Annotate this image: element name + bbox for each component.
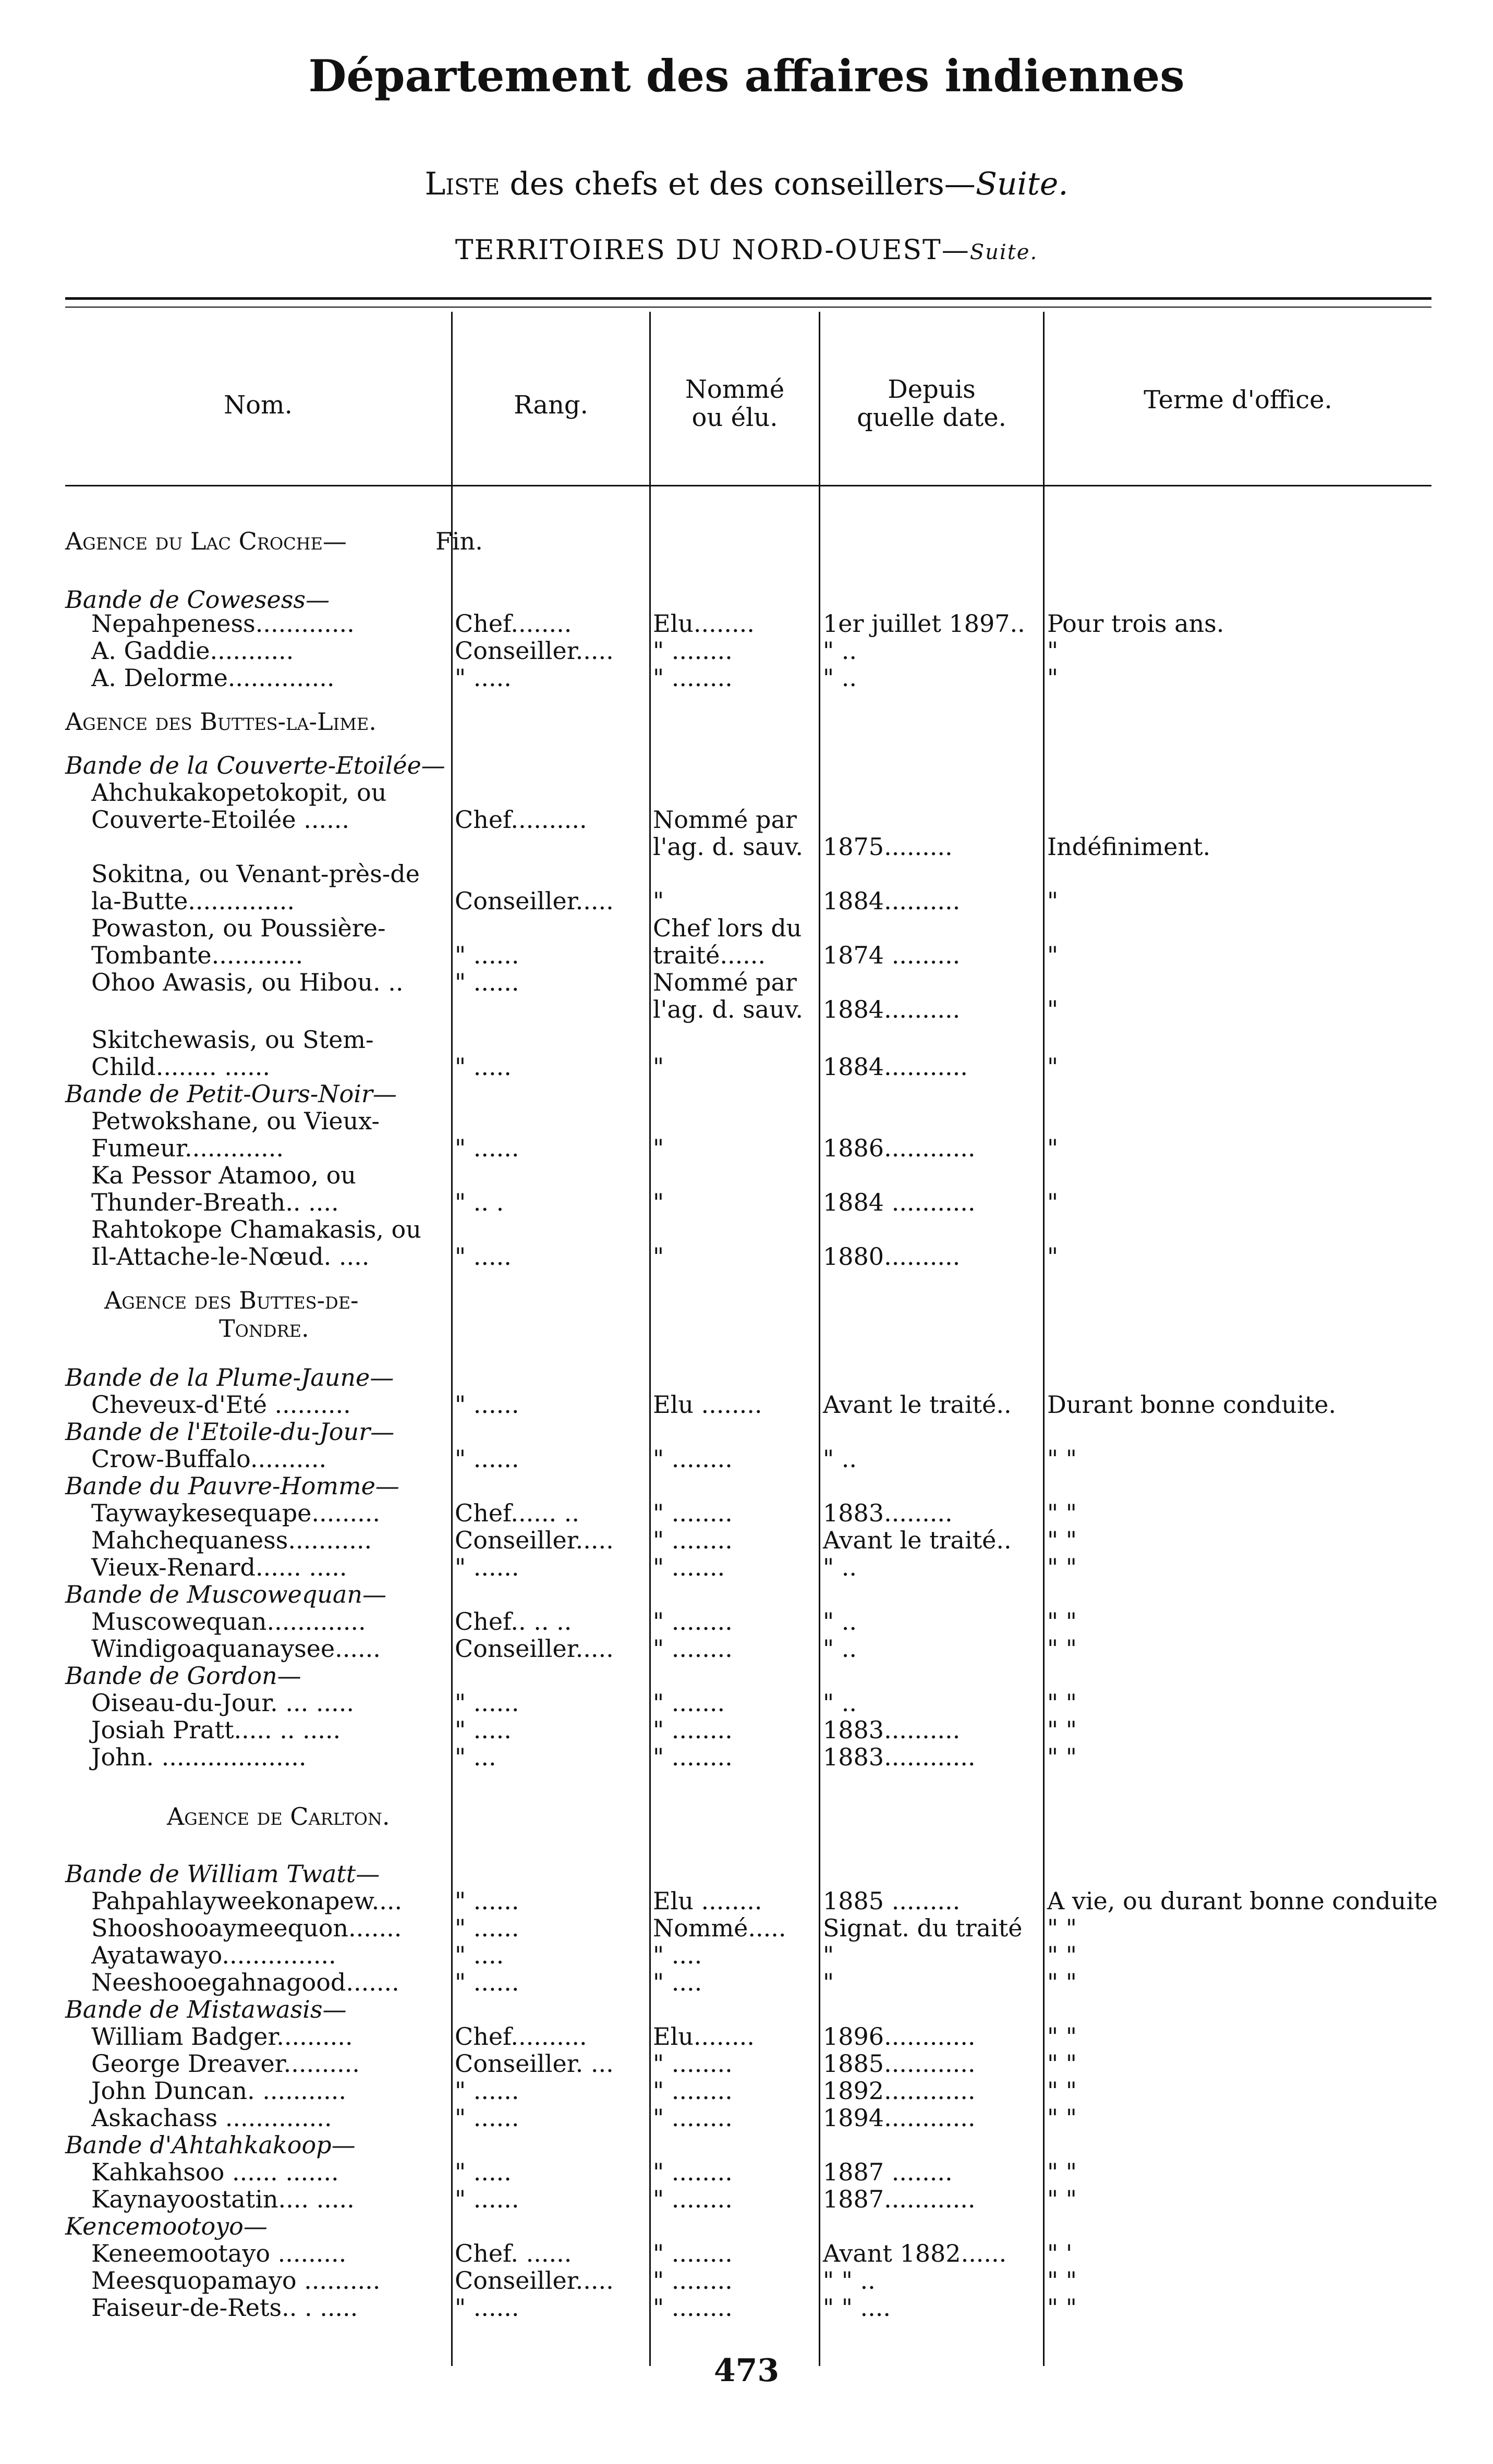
appointed-cell: " ....... bbox=[653, 1689, 725, 1717]
since-date-cell: Avant le traité.. bbox=[823, 1390, 1012, 1419]
name-cell: Shooshooaymeequon....... bbox=[91, 1914, 402, 1942]
table-row bbox=[0, 1052, 1493, 1081]
band-heading: Bande de Mistawasis— bbox=[65, 1995, 347, 2023]
name-cell: George Dreaver.......... bbox=[91, 2050, 360, 2078]
table-row bbox=[0, 832, 1493, 861]
table-row bbox=[0, 1242, 1493, 1271]
term-cell: Durant bonne conduite. bbox=[1047, 1390, 1337, 1419]
since-date-cell: 1883......... bbox=[823, 1499, 953, 1527]
subtitle-main: des chefs et des conseillers— bbox=[500, 166, 976, 202]
term-cell: " " bbox=[1047, 1689, 1077, 1717]
table-row bbox=[0, 707, 1493, 736]
table-row bbox=[0, 778, 1493, 807]
since-date-cell: " bbox=[823, 1941, 834, 1969]
term-cell: " bbox=[1047, 1188, 1059, 1216]
name-cell: Vieux-Renard...... ..... bbox=[91, 1553, 347, 1581]
appointed-cell: " ........ bbox=[653, 1634, 733, 1663]
appointed-cell: " ........ bbox=[653, 637, 733, 665]
top-rule-thin bbox=[65, 307, 1431, 308]
term-cell: " " bbox=[1047, 1526, 1077, 1554]
section-italic: Suite. bbox=[969, 240, 1038, 264]
table-row bbox=[0, 1526, 1493, 1555]
since-date-cell: 1894............ bbox=[823, 2104, 976, 2132]
rank-cell: " ...... bbox=[455, 1553, 519, 1581]
appointed-cell: Nommé par bbox=[653, 968, 797, 996]
table-row bbox=[0, 805, 1493, 834]
agency-heading: Tondre. bbox=[219, 1314, 309, 1343]
subtitle-italic: Suite. bbox=[975, 166, 1069, 202]
subtitle-smallcaps: Liste bbox=[424, 166, 500, 202]
table-row bbox=[0, 1859, 1493, 1888]
name-cell: Ohoo Awasis, ou Hibou. .. bbox=[91, 968, 404, 996]
name-cell: Fumeur............. bbox=[91, 1134, 284, 1162]
term-cell: " bbox=[1047, 995, 1059, 1023]
since-date-cell: 1884 ........... bbox=[823, 1188, 976, 1216]
term-cell: " bbox=[1047, 1242, 1059, 1271]
appointed-cell: traité...... bbox=[653, 941, 766, 969]
appointed-cell: " ........ bbox=[653, 2266, 733, 2295]
term-cell: " " bbox=[1047, 2158, 1077, 2186]
term-cell: " " bbox=[1047, 1634, 1077, 1663]
table-row bbox=[0, 968, 1493, 997]
term-cell: " " bbox=[1047, 2077, 1077, 2105]
name-cell: Ka Pessor Atamoo, ou bbox=[91, 1161, 356, 1189]
header-nom: Nom. bbox=[224, 391, 293, 420]
section-heading bbox=[0, 235, 1493, 266]
appointed-cell: " ........ bbox=[653, 1445, 733, 1473]
table-row bbox=[0, 2266, 1493, 2295]
header-rang: Rang. bbox=[514, 391, 588, 420]
table-row bbox=[0, 1498, 1493, 1528]
table-row bbox=[0, 1363, 1493, 1392]
appointed-cell: " ........ bbox=[653, 2158, 733, 2186]
rank-cell: " ...... bbox=[455, 1887, 519, 1915]
rank-cell: Conseiller. ... bbox=[455, 2050, 614, 2078]
rank-cell: Chef.......... bbox=[455, 806, 587, 834]
rank-cell: Chef.......... bbox=[455, 2022, 587, 2051]
name-cell: Askachass .............. bbox=[91, 2104, 332, 2132]
header-nomme bbox=[651, 375, 819, 432]
name-cell: Rahtokope Chamakasis, ou bbox=[91, 1215, 421, 1243]
list-subtitle bbox=[0, 166, 1493, 202]
appointed-cell: Nommé par bbox=[653, 806, 797, 834]
term-cell: " " bbox=[1047, 2022, 1077, 2051]
name-cell: Ahchukakopetokopit, ou bbox=[91, 778, 387, 807]
name-cell: Petwokshane, ou Vieux- bbox=[91, 1107, 380, 1135]
term-cell: " " bbox=[1047, 2294, 1077, 2322]
appointed-cell: " ........ bbox=[653, 1499, 733, 1527]
term-cell: " " bbox=[1047, 1445, 1077, 1473]
appointed-cell: " ........ bbox=[653, 1526, 733, 1554]
since-date-cell: 1884.......... bbox=[823, 995, 961, 1023]
since-date-cell: " " .... bbox=[823, 2294, 891, 2322]
name-cell: Pahpahlayweekonapew.... bbox=[91, 1887, 403, 1915]
name-cell: Crow-Buffalo.......... bbox=[91, 1445, 327, 1473]
since-date-cell: 1887 ........ bbox=[823, 2158, 953, 2186]
name-cell: Nepahpeness............. bbox=[91, 609, 355, 638]
band-heading: Bande de Muscowequan— bbox=[65, 1580, 386, 1608]
rank-cell: " ...... bbox=[455, 941, 519, 969]
appointed-cell: " .... bbox=[653, 1968, 702, 1996]
since-date-cell: 1887............ bbox=[823, 2185, 976, 2213]
band-heading: Bande de l'Etoile-du-Jour— bbox=[65, 1418, 395, 1446]
band-heading: Kencemootoyo— bbox=[65, 2212, 268, 2240]
appointed-cell: " ........ bbox=[653, 1716, 733, 1744]
agency-heading: Agence des Buttes-de- bbox=[104, 1286, 359, 1314]
name-cell: Skitchewasis, ou Stem- bbox=[91, 1026, 374, 1054]
header-depuis-line1: Depuis bbox=[888, 375, 976, 404]
since-date-cell: 1892............ bbox=[823, 2077, 976, 2105]
name-cell: Il-Attache-le-Nœud. .... bbox=[91, 1242, 370, 1271]
section-main: TERRITOIRES DU NORD-OUEST— bbox=[455, 235, 970, 266]
term-cell: " bbox=[1047, 887, 1059, 915]
name-cell: John Duncan. ........... bbox=[91, 2077, 347, 2105]
table-row bbox=[0, 1886, 1493, 1916]
table-row bbox=[0, 2049, 1493, 2078]
since-date-cell: 1875......... bbox=[823, 833, 953, 861]
table-row bbox=[0, 1106, 1493, 1136]
term-cell: " " bbox=[1047, 1914, 1077, 1942]
since-date-cell: " .. bbox=[823, 1689, 857, 1717]
rank-cell: " ...... bbox=[455, 1445, 519, 1473]
appointed-cell: " ........ bbox=[653, 2104, 733, 2132]
table-row bbox=[0, 2239, 1493, 2268]
term-cell: " " bbox=[1047, 1499, 1077, 1527]
rank-cell: " ...... bbox=[455, 2077, 519, 2105]
name-cell: la-Butte.............. bbox=[91, 887, 295, 915]
table-row bbox=[0, 886, 1493, 916]
page-number: 473 bbox=[713, 2352, 780, 2389]
table-row bbox=[0, 1634, 1493, 1663]
rank-cell: " ...... bbox=[455, 1134, 519, 1162]
appointed-cell: " ........ bbox=[653, 1607, 733, 1636]
since-date-cell: 1er juillet 1897.. bbox=[823, 609, 1025, 638]
table-row bbox=[0, 1079, 1493, 1108]
agency-heading: Agence de Carlton. bbox=[167, 1802, 390, 1831]
table-row bbox=[0, 1314, 1493, 1343]
band-heading: Bande du Pauvre-Homme— bbox=[65, 1472, 399, 1500]
since-date-cell: Signat. du traité bbox=[823, 1914, 1023, 1942]
table-row bbox=[0, 1802, 1493, 1831]
appointed-cell: " ........ bbox=[653, 2050, 733, 2078]
header-nomme-line2: ou élu. bbox=[691, 403, 778, 432]
since-date-cell: Avant le traité.. bbox=[823, 1526, 1012, 1554]
term-cell: " bbox=[1047, 637, 1059, 665]
table-row bbox=[0, 1941, 1493, 1970]
since-date-cell: 1896............ bbox=[823, 2022, 976, 2051]
name-cell: Muscowequan............. bbox=[91, 1607, 366, 1636]
table-row bbox=[0, 1286, 1493, 1315]
name-cell: Neeshooegahnagood....... bbox=[91, 1968, 399, 1996]
since-date-cell: 1886............ bbox=[823, 1134, 976, 1162]
name-cell: A. Delorme.............. bbox=[91, 664, 335, 692]
table-row bbox=[0, 1607, 1493, 1636]
name-cell: Cheveux-d'Eté .......... bbox=[91, 1390, 351, 1419]
name-cell: Thunder-Breath.. .... bbox=[91, 1188, 339, 1216]
rank-cell: Conseiller..... bbox=[455, 1634, 614, 1663]
term-cell: Indéfiniment. bbox=[1047, 833, 1211, 861]
table-row bbox=[0, 2022, 1493, 2051]
rank-cell: Chef. ...... bbox=[455, 2239, 572, 2267]
table-row bbox=[0, 995, 1493, 1024]
name-cell: Kahkahsoo ...... ....... bbox=[91, 2158, 339, 2186]
page-title: Département des affaires indiennes bbox=[308, 50, 1185, 102]
appointed-cell: l'ag. d. sauv. bbox=[653, 995, 803, 1023]
agency-heading-suffix: Fin. bbox=[435, 527, 483, 555]
rank-cell: Chef...... .. bbox=[455, 1499, 580, 1527]
rank-cell: " ...... bbox=[455, 2185, 519, 2213]
term-cell: " bbox=[1047, 1053, 1059, 1081]
appointed-cell: Elu........ bbox=[653, 609, 755, 638]
table-row bbox=[0, 913, 1493, 943]
appointed-cell: Elu........ bbox=[653, 2022, 755, 2051]
name-cell: Sokitna, ou Venant-près-de bbox=[91, 860, 420, 888]
agency-heading: Agence des Buttes-la-Lime. bbox=[65, 708, 377, 736]
rank-cell: " .... bbox=[455, 1941, 504, 1969]
table-row bbox=[0, 1968, 1493, 1997]
table-row bbox=[0, 1133, 1493, 1163]
appointed-cell: " bbox=[653, 1188, 664, 1216]
table-row bbox=[0, 1025, 1493, 1054]
name-cell: Faiseur-de-Rets.. . ..... bbox=[91, 2294, 358, 2322]
name-cell: Ayatawayo............... bbox=[91, 1941, 336, 1969]
name-cell: John. ................... bbox=[91, 1743, 307, 1771]
table-row bbox=[0, 941, 1493, 970]
since-date-cell: 1885 ......... bbox=[823, 1887, 961, 1915]
since-date-cell: " .. bbox=[823, 1634, 857, 1663]
table-row bbox=[0, 1390, 1493, 1419]
term-cell: " " bbox=[1047, 1716, 1077, 1744]
rank-cell: " .. . bbox=[455, 1188, 504, 1216]
rank-cell: Conseiller..... bbox=[455, 637, 614, 665]
agency-heading: Agence du Lac Croche— bbox=[65, 527, 347, 555]
appointed-cell: Nommé..... bbox=[653, 1914, 786, 1942]
appointed-cell: " bbox=[653, 1134, 664, 1162]
table-row bbox=[0, 859, 1493, 888]
table-row bbox=[0, 2212, 1493, 2241]
table-row bbox=[0, 1215, 1493, 1244]
appointed-cell: " ........ bbox=[653, 1743, 733, 1771]
table-row bbox=[0, 2185, 1493, 2214]
name-cell: Oiseau-du-Jour. ... ..... bbox=[91, 1689, 355, 1717]
term-cell: " " bbox=[1047, 1968, 1077, 1996]
since-date-cell: 1883.......... bbox=[823, 1716, 961, 1744]
rank-cell: " ...... bbox=[455, 1689, 519, 1717]
term-cell: " " bbox=[1047, 1607, 1077, 1636]
band-heading: Bande de William Twatt— bbox=[65, 1860, 380, 1888]
header-depuis-line2: quelle date. bbox=[857, 403, 1006, 432]
term-cell: " " bbox=[1047, 1553, 1077, 1581]
band-heading: Bande de la Plume-Jaune— bbox=[65, 1363, 394, 1392]
name-cell: Couverte-Etoilée ...... bbox=[91, 806, 349, 834]
name-cell: Meesquopamayo .......... bbox=[91, 2266, 381, 2295]
table-row bbox=[0, 609, 1493, 638]
table-row bbox=[0, 1715, 1493, 1745]
term-cell: " bbox=[1047, 941, 1059, 969]
rank-cell: Conseiller..... bbox=[455, 887, 614, 915]
table-row bbox=[0, 2157, 1493, 2187]
table-row bbox=[0, 527, 1493, 556]
rank-cell: Conseiller..... bbox=[455, 1526, 614, 1554]
table-row bbox=[0, 1553, 1493, 1582]
rank-cell: " ...... bbox=[455, 1390, 519, 1419]
appointed-cell: " ........ bbox=[653, 664, 733, 692]
table-row bbox=[0, 1995, 1493, 2024]
rank-cell: " ..... bbox=[455, 2158, 512, 2186]
name-cell: Powaston, ou Poussière- bbox=[91, 914, 386, 942]
since-date-cell: 1884........... bbox=[823, 1053, 968, 1081]
term-cell: " " bbox=[1047, 2050, 1077, 2078]
name-cell: William Badger.......... bbox=[91, 2022, 353, 2051]
appointed-cell: Elu ........ bbox=[653, 1390, 762, 1419]
name-cell: Kaynayoostatin.... ..... bbox=[91, 2185, 355, 2213]
rank-cell: " ...... bbox=[455, 2294, 519, 2322]
rank-cell: " ..... bbox=[455, 664, 512, 692]
name-cell: A. Gaddie........... bbox=[91, 637, 294, 665]
band-heading: Bande d'Ahtahkakoop— bbox=[65, 2131, 356, 2159]
since-date-cell: 1880.......... bbox=[823, 1242, 961, 1271]
since-date-cell: " " .. bbox=[823, 2266, 876, 2295]
appointed-cell: " bbox=[653, 887, 664, 915]
term-cell: " bbox=[1047, 1134, 1059, 1162]
table-row bbox=[0, 1444, 1493, 1473]
since-date-cell: " .. bbox=[823, 637, 857, 665]
name-cell: Taywaykesequape......... bbox=[91, 1499, 380, 1527]
term-cell: Pour trois ans. bbox=[1047, 609, 1224, 638]
appointed-cell: " ........ bbox=[653, 2239, 733, 2267]
appointed-cell: Chef lors du bbox=[653, 914, 802, 942]
name-cell: Josiah Pratt..... .. ..... bbox=[91, 1716, 341, 1744]
band-heading: Bande de la Couverte-Etoilée— bbox=[65, 751, 445, 779]
rank-cell: " ...... bbox=[455, 968, 519, 996]
term-cell: " " bbox=[1047, 1743, 1077, 1771]
since-date-cell: " bbox=[823, 1968, 834, 1996]
name-cell: Child........ ...... bbox=[91, 1053, 271, 1081]
table-row bbox=[0, 2103, 1493, 2132]
term-cell: " " bbox=[1047, 2104, 1077, 2132]
since-date-cell: 1885............ bbox=[823, 2050, 976, 2078]
band-heading: Bande de Cowesess— bbox=[65, 585, 330, 614]
rank-cell: " ...... bbox=[455, 1968, 519, 1996]
appointed-cell: " ........ bbox=[653, 2077, 733, 2105]
rank-cell: " ..... bbox=[455, 1716, 512, 1744]
band-heading: Bande de Petit-Ours-Noir— bbox=[65, 1080, 397, 1108]
term-cell: " bbox=[1047, 664, 1059, 692]
rank-cell: " ...... bbox=[455, 1914, 519, 1942]
table-row bbox=[0, 663, 1493, 692]
since-date-cell: 1874 ......... bbox=[823, 941, 961, 969]
table-row bbox=[0, 1417, 1493, 1446]
term-cell: " " bbox=[1047, 2185, 1077, 2213]
table-row bbox=[0, 1161, 1493, 1190]
appointed-cell: " ........ bbox=[653, 2185, 733, 2213]
table-row bbox=[0, 1471, 1493, 1501]
term-cell: " " bbox=[1047, 2266, 1077, 2295]
appointed-cell: " .... bbox=[653, 1941, 702, 1969]
term-cell: A vie, ou durant bonne conduite bbox=[1047, 1887, 1438, 1915]
rank-cell: " ...... bbox=[455, 2104, 519, 2132]
table-row bbox=[0, 2076, 1493, 2105]
header-terme: Terme d'office. bbox=[1144, 385, 1332, 414]
top-rule-thick bbox=[65, 297, 1431, 300]
since-date-cell: 1884.......... bbox=[823, 887, 961, 915]
name-cell: Windigoaquanaysee...... bbox=[91, 1634, 381, 1663]
header-rule bbox=[65, 485, 1431, 486]
table-row bbox=[0, 1913, 1493, 1943]
name-cell: Tombante............ bbox=[91, 941, 304, 969]
appointed-cell: Elu ........ bbox=[653, 1887, 762, 1915]
term-cell: " " bbox=[1047, 1941, 1077, 1969]
rank-cell: " ... bbox=[455, 1743, 496, 1771]
since-date-cell: " .. bbox=[823, 1607, 857, 1636]
table-row bbox=[0, 1661, 1493, 1690]
rank-cell: " ..... bbox=[455, 1242, 512, 1271]
rank-cell: Chef........ bbox=[455, 609, 572, 638]
table-row bbox=[0, 2293, 1493, 2322]
appointed-cell: " bbox=[653, 1053, 664, 1081]
appointed-cell: " ....... bbox=[653, 1553, 725, 1581]
table-row bbox=[0, 1742, 1493, 1772]
table-row bbox=[0, 1188, 1493, 1217]
rank-cell: Chef.. .. .. bbox=[455, 1607, 572, 1636]
appointed-cell: " ........ bbox=[653, 2294, 733, 2322]
since-date-cell: " .. bbox=[823, 1445, 857, 1473]
header-nomme-line1: Nommé bbox=[685, 375, 785, 404]
table-row bbox=[0, 1580, 1493, 1609]
rank-cell: " ..... bbox=[455, 1053, 512, 1081]
since-date-cell: " .. bbox=[823, 1553, 857, 1581]
table-row bbox=[0, 1688, 1493, 1717]
term-cell: " ' bbox=[1047, 2239, 1073, 2267]
name-cell: Mahchequaness........... bbox=[91, 1526, 372, 1554]
table-row bbox=[0, 636, 1493, 665]
name-cell: Keneemootayo ......... bbox=[91, 2239, 347, 2267]
table-row bbox=[0, 2130, 1493, 2160]
table-row bbox=[0, 751, 1493, 780]
since-date-cell: 1883............ bbox=[823, 1743, 976, 1771]
header-depuis bbox=[820, 375, 1043, 432]
band-heading: Bande de Gordon— bbox=[65, 1662, 301, 1690]
appointed-cell: l'ag. d. sauv. bbox=[653, 833, 803, 861]
since-date-cell: " .. bbox=[823, 664, 857, 692]
since-date-cell: Avant 1882...... bbox=[823, 2239, 1007, 2267]
appointed-cell: " bbox=[653, 1242, 664, 1271]
rank-cell: Conseiller..... bbox=[455, 2266, 614, 2295]
